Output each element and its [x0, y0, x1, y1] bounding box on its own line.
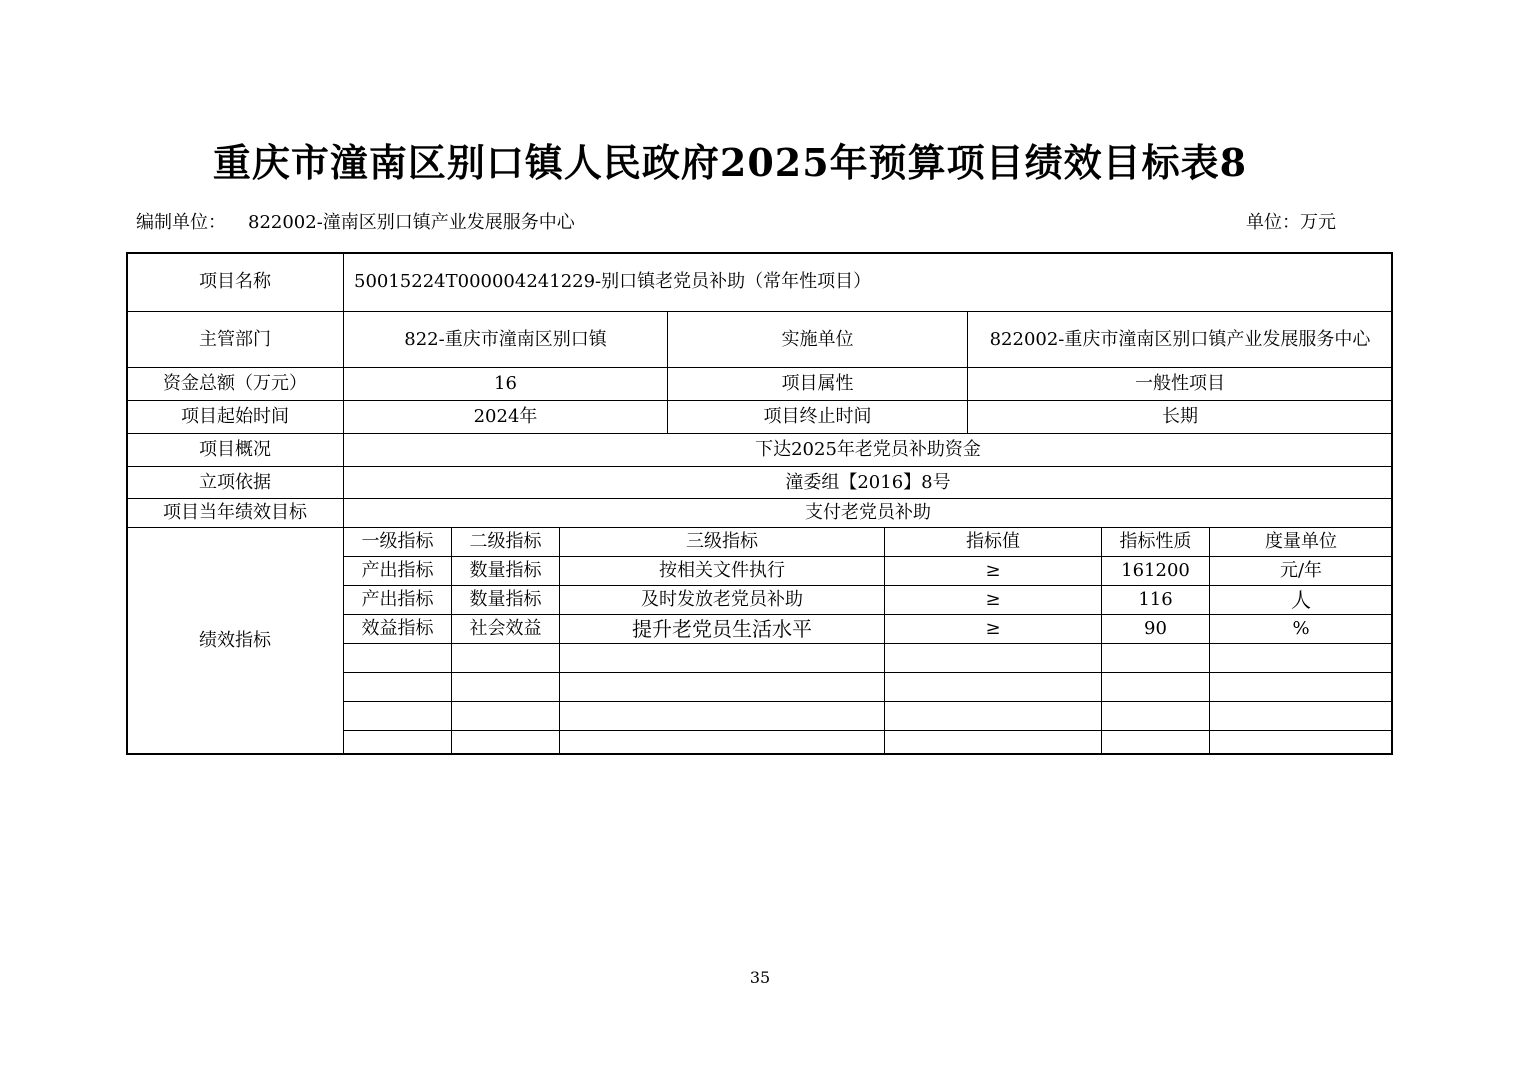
indicator-row2-op: ≥ — [884, 585, 1102, 615]
basis-label: 立项依据 — [126, 466, 344, 499]
empty-row-cell — [1101, 730, 1210, 755]
fund-value: 16 — [343, 367, 668, 401]
impl-unit-value: 822002-重庆市潼南区别口镇产业发展服务中心 — [967, 311, 1393, 368]
indicator-row2-level2: 数量指标 — [451, 585, 560, 615]
compiling-unit — [136, 208, 575, 234]
empty-row-cell — [1101, 643, 1210, 673]
indicator-row2-level3: 及时发放老党员补助 — [559, 585, 885, 615]
basis-value: 潼委组【2016】8号 — [343, 466, 1393, 499]
empty-row-cell — [451, 701, 560, 731]
indicator-row3-op: ≥ — [884, 614, 1102, 644]
indicator-row1-value: 161200 — [1101, 556, 1210, 586]
empty-row-cell — [559, 701, 885, 731]
indicator-row3-value: 90 — [1101, 614, 1210, 644]
empty-row-cell — [343, 672, 452, 702]
indicator-row1-op: ≥ — [884, 556, 1102, 586]
header-level3: 三级指标 — [559, 527, 885, 557]
start-label: 项目起始时间 — [126, 400, 344, 434]
empty-row-cell — [1101, 672, 1210, 702]
compiling-unit-value: 822002-潼南区别口镇产业发展服务中心 — [248, 212, 575, 233]
empty-row-cell — [1209, 672, 1393, 702]
empty-row-cell — [884, 701, 1102, 731]
empty-row-cell — [884, 643, 1102, 673]
dept-value: 822-重庆市潼南区别口镇 — [343, 311, 668, 368]
indicator-row2-value: 116 — [1101, 585, 1210, 615]
indicators-label: 绩效指标 — [126, 527, 344, 755]
page-title: 重庆市潼南区别口镇人民政府2025年预算项目绩效目标表8 — [212, 140, 1248, 185]
empty-row-cell — [1209, 730, 1393, 755]
overview-value: 下达2025年老党员补助资金 — [343, 433, 1393, 467]
overview-label: 项目概况 — [126, 433, 344, 467]
empty-row-cell — [451, 643, 560, 673]
end-label: 项目终止时间 — [667, 400, 968, 434]
header-unit: 度量单位 — [1209, 527, 1393, 557]
indicator-row1-level1: 产出指标 — [343, 556, 452, 586]
goal-label: 项目当年绩效目标 — [126, 498, 344, 528]
empty-row-cell — [884, 672, 1102, 702]
empty-row-cell — [343, 643, 452, 673]
empty-row-cell — [1101, 701, 1210, 731]
project-name-value: 50015224T000004241229-别口镇老党员补助（常年性项目） — [343, 252, 1393, 312]
empty-row-cell — [451, 672, 560, 702]
project-name-label: 项目名称 — [126, 252, 344, 312]
indicator-row2-unit: 人 — [1209, 585, 1393, 615]
indicator-row3-level2: 社会效益 — [451, 614, 560, 644]
indicator-row3-level3: 提升老党员生活水平 — [559, 614, 885, 644]
header-value: 指标值 — [884, 527, 1102, 557]
attr-label: 项目属性 — [667, 367, 968, 401]
indicator-row1-level2: 数量指标 — [451, 556, 560, 586]
empty-row-cell — [343, 730, 452, 755]
header-nature: 指标性质 — [1101, 527, 1210, 557]
attr-value: 一般性项目 — [967, 367, 1393, 401]
empty-row-cell — [559, 672, 885, 702]
empty-row-cell — [559, 730, 885, 755]
empty-row-cell — [559, 643, 885, 673]
goal-value: 支付老党员补助 — [343, 498, 1393, 528]
indicator-row1-unit: 元/年 — [1209, 556, 1393, 586]
empty-row-cell — [884, 730, 1102, 755]
header-level2: 二级指标 — [451, 527, 560, 557]
impl-unit-label: 实施单位 — [667, 311, 968, 368]
empty-row-cell — [1209, 701, 1393, 731]
end-value: 长期 — [967, 400, 1393, 434]
empty-row-cell — [343, 701, 452, 731]
fund-label: 资金总额（万元） — [126, 367, 344, 401]
page-number: 35 — [749, 968, 771, 987]
start-value: 2024年 — [343, 400, 668, 434]
header-level1: 一级指标 — [343, 527, 452, 557]
indicator-row3-level1: 效益指标 — [343, 614, 452, 644]
dept-label: 主管部门 — [126, 311, 344, 368]
currency-unit: 单位：万元 — [1246, 212, 1336, 233]
empty-row-cell — [451, 730, 560, 755]
indicator-row1-level3: 按相关文件执行 — [559, 556, 885, 586]
indicator-row2-level1: 产出指标 — [343, 585, 452, 615]
compiling-unit-label: 编制单位： — [136, 212, 226, 233]
indicator-row3-unit: % — [1209, 614, 1393, 644]
empty-row-cell — [1209, 643, 1393, 673]
